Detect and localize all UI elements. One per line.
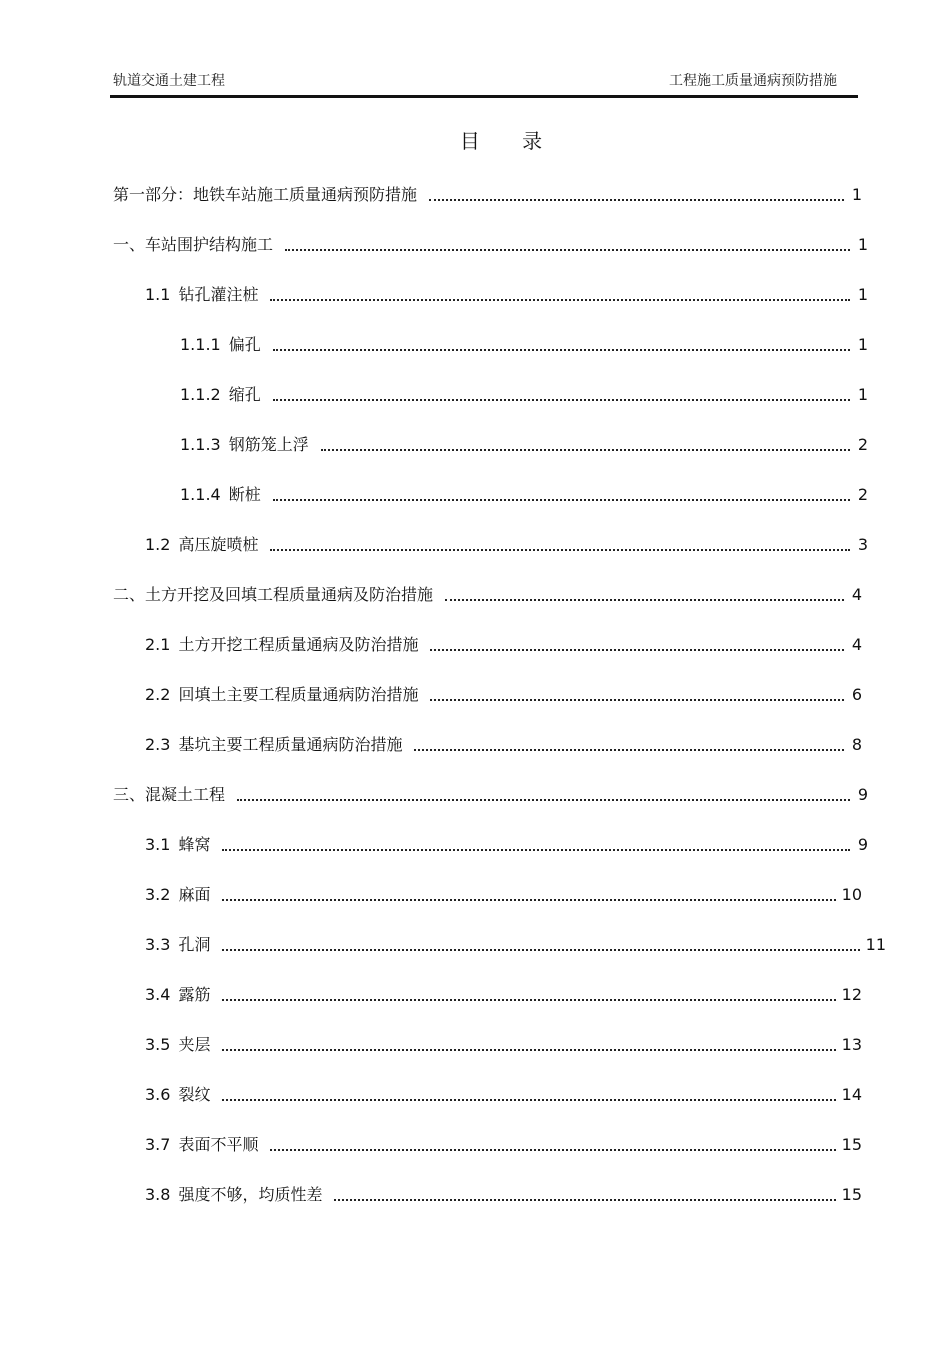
toc-entry[interactable] xyxy=(180,381,868,405)
toc-dot-leader xyxy=(270,1149,835,1151)
toc-entry[interactable] xyxy=(145,1081,862,1105)
toc-entry-title: 露筋 xyxy=(178,985,211,1004)
toc-entry-title: 麻面 xyxy=(178,885,211,904)
toc-dot-leader xyxy=(273,349,850,351)
toc-entry[interactable] xyxy=(113,581,862,605)
toc-entry-page: 10 xyxy=(841,885,862,904)
toc-entry-number: 1.1.1 xyxy=(180,335,221,354)
header-left-title: 轨道交通土建工程 xyxy=(113,73,225,89)
toc-dot-leader xyxy=(222,999,835,1001)
toc-entry[interactable] xyxy=(145,981,862,1005)
toc-dot-leader xyxy=(430,699,844,701)
toc-entry[interactable] xyxy=(145,881,862,905)
toc-entry-number: 3.1 xyxy=(145,835,171,854)
toc-entry-number: 1.1.3 xyxy=(180,435,221,454)
toc-entry-title: 钢筋笼上浮 xyxy=(228,435,309,454)
toc-entry-title: 三、混凝土工程 xyxy=(113,785,226,804)
toc-dot-leader xyxy=(222,1099,835,1101)
toc-entry-number: 2.3 xyxy=(145,735,171,754)
toc-entry-number: 3.3 xyxy=(145,935,171,954)
toc-entry[interactable] xyxy=(145,1181,862,1205)
toc-entry-number: 3.8 xyxy=(145,1185,171,1204)
toc-entry[interactable] xyxy=(113,781,868,805)
toc-entry-number: 3.5 xyxy=(145,1035,171,1054)
toc-entry-title: 强度不够，均质性差 xyxy=(178,1185,323,1204)
toc-entry-page: 1 xyxy=(857,235,868,254)
toc-entry[interactable] xyxy=(145,681,862,705)
toc-entry-number: 1.1 xyxy=(145,285,171,304)
toc-entry[interactable] xyxy=(145,731,862,755)
toc-entry-title: 孔洞 xyxy=(178,935,211,954)
toc-entry-page: 6 xyxy=(851,685,862,704)
toc-dot-leader xyxy=(222,899,835,901)
toc-entry-number: 3.2 xyxy=(145,885,171,904)
toc-entry-title: 缩孔 xyxy=(228,385,261,404)
toc-dot-leader xyxy=(321,449,850,451)
toc-entry-page: 11 xyxy=(865,935,886,954)
toc-entry-page: 4 xyxy=(851,585,862,604)
toc-entry[interactable] xyxy=(113,231,868,255)
toc-dot-leader xyxy=(270,299,850,301)
toc-entry-page: 15 xyxy=(841,1185,862,1204)
toc-entry[interactable] xyxy=(113,181,862,205)
toc-dot-leader xyxy=(273,399,850,401)
toc-dot-leader xyxy=(222,949,859,951)
header-right-title: 工程施工质量通病预防措施 xyxy=(669,73,837,89)
toc-dot-leader xyxy=(334,1199,835,1201)
toc-entry-page: 15 xyxy=(841,1135,862,1154)
toc-entry-title: 二、土方开挖及回填工程质量通病及防治措施 xyxy=(113,585,434,604)
toc-entry-page: 9 xyxy=(857,785,868,804)
toc-dot-leader xyxy=(222,849,850,851)
toc-entry-page: 1 xyxy=(851,185,862,204)
toc-dot-leader xyxy=(222,1049,835,1051)
toc-entry-number: 1.1.2 xyxy=(180,385,221,404)
toc-entry-title: 表面不平顺 xyxy=(178,1135,259,1154)
toc-entry-number: 3.7 xyxy=(145,1135,171,1154)
toc-entry-title: 回填土主要工程质量通病防治措施 xyxy=(178,685,419,704)
toc-entry-page: 2 xyxy=(857,485,868,504)
toc-entry[interactable] xyxy=(145,281,868,305)
toc-entry[interactable] xyxy=(180,481,868,505)
toc-entry-page: 13 xyxy=(841,1035,862,1054)
toc-entry[interactable] xyxy=(145,931,886,955)
header-rule xyxy=(110,95,858,98)
toc-entry-number: 3.6 xyxy=(145,1085,171,1104)
toc-entry-page: 12 xyxy=(841,985,862,1004)
toc-entry-number: 1.2 xyxy=(145,535,171,554)
toc-entry-page: 3 xyxy=(857,535,868,554)
toc-entry-title: 断桩 xyxy=(228,485,261,504)
toc-entry-title: 土方开挖工程质量通病及防治措施 xyxy=(178,635,419,654)
toc-entry-number: 1.1.4 xyxy=(180,485,221,504)
toc-dot-leader xyxy=(270,549,850,551)
toc-entry-title: 高压旋喷桩 xyxy=(178,535,259,554)
toc-entry-page: 14 xyxy=(841,1085,862,1104)
toc-entry-page: 8 xyxy=(851,735,862,754)
toc-entry-title: 裂纹 xyxy=(178,1085,211,1104)
toc-entry[interactable] xyxy=(145,631,862,655)
toc-entry[interactable] xyxy=(180,331,868,355)
toc-entry[interactable] xyxy=(145,1031,862,1055)
toc-entry-title: 钻孔灌注桩 xyxy=(178,285,259,304)
toc-dot-leader xyxy=(445,599,844,601)
toc-entry-title: 夹层 xyxy=(178,1035,211,1054)
toc-entry[interactable] xyxy=(145,1131,862,1155)
toc-entry-page: 1 xyxy=(857,335,868,354)
toc-dot-leader xyxy=(237,799,850,801)
toc-entry-number: 2.2 xyxy=(145,685,171,704)
toc-heading: 目 录 xyxy=(459,129,561,153)
toc-entry-number: 3.4 xyxy=(145,985,171,1004)
toc-dot-leader xyxy=(414,749,844,751)
toc-entry-page: 2 xyxy=(857,435,868,454)
toc-entry[interactable] xyxy=(145,531,868,555)
toc-entry-title: 第一部分：地铁车站施工质量通病预防措施 xyxy=(113,185,418,204)
toc-entry-title: 基坑主要工程质量通病防治措施 xyxy=(178,735,403,754)
toc-entry-page: 9 xyxy=(857,835,868,854)
toc-dot-leader xyxy=(429,199,844,201)
toc-entry-page: 4 xyxy=(851,635,862,654)
toc-entry-title: 一、车站围护结构施工 xyxy=(113,235,274,254)
toc-entry-title: 蜂窝 xyxy=(178,835,211,854)
toc-entry-page: 1 xyxy=(857,385,868,404)
toc-entry-number: 2.1 xyxy=(145,635,171,654)
toc-entry-title: 偏孔 xyxy=(228,335,261,354)
toc-dot-leader xyxy=(273,499,850,501)
toc-dot-leader xyxy=(430,649,844,651)
toc-entry-page: 1 xyxy=(857,285,868,304)
toc-dot-leader xyxy=(285,249,850,251)
toc-entry[interactable] xyxy=(180,431,868,455)
toc-entry[interactable] xyxy=(145,831,868,855)
